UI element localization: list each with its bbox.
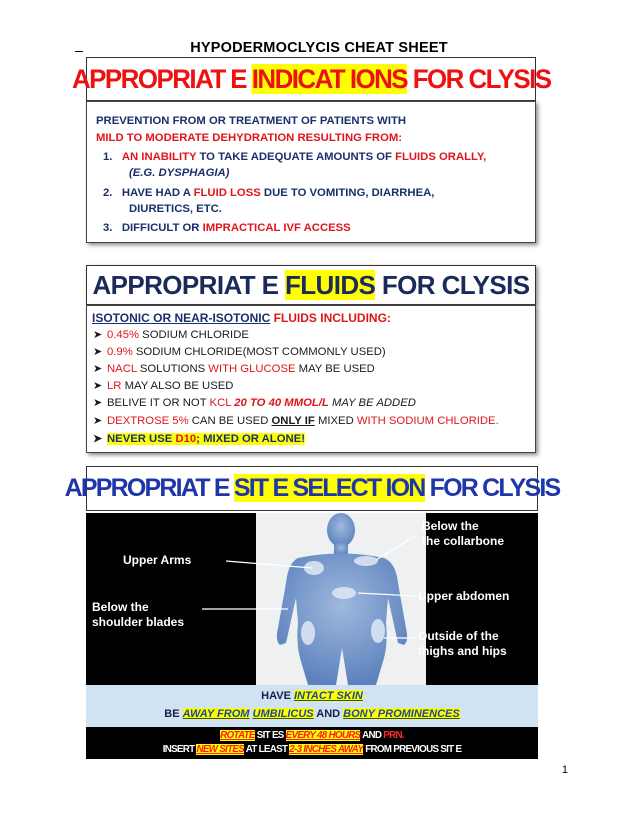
- indications-line-1: PREVENTION FROM OR TREATMENT OF PATIENTS WITH: [96, 115, 407, 127]
- fluid-item-6: ➤ DEXTROSE 5% CAN BE USED ONLY IF MIXED WITH SODIUM CHLORIDE.: [93, 413, 499, 430]
- site-selection-header-text: APPROPRIAT E SIT E SELECT ION FOR CLYSIS: [64, 474, 560, 502]
- indication-item-2-sub: DIURETICS, ETC.: [129, 203, 222, 215]
- arrow-bullet-icon: ➤: [93, 415, 103, 427]
- fluids-header-text: APPROPRIAT E FLUIDS FOR CLYSIS: [92, 269, 530, 300]
- label-thighs-1: Outside of the: [418, 629, 499, 643]
- band-line-2: BE AWAY FROM UMBILICUS AND BONY PROMINENCES: [164, 708, 460, 720]
- fluid-item-2: ➤ 0.9% SODIUM CHLORIDE(MOST COMMONLY USED): [93, 344, 386, 361]
- fluids-card: [86, 305, 536, 453]
- fluid-item-5: ➤ BELIVE IT OR NOT KCL 20 TO 40 MMOL/L MAY BE ADDED: [93, 395, 416, 412]
- footer-line-1: ROTATE SIT ES EVERY 48 HOURS AND PRN.: [220, 730, 404, 741]
- band-line-1: HAVE INTACT SKIN: [261, 690, 363, 702]
- skin-guidance-band: [86, 685, 538, 727]
- site-selection-header: [64, 466, 560, 511]
- indication-item-1: 1. AN INABILITY TO TAKE ADEQUATE AMOUNTS OF FLUIDS ORALLY,: [103, 151, 487, 163]
- arrow-bullet-icon: ➤: [93, 329, 103, 341]
- fluids-intro: ISOTONIC OR NEAR-ISOTONIC FLUIDS INCLUDING:: [92, 311, 391, 325]
- arrow-bullet-icon: ➤: [93, 433, 103, 445]
- label-upper-abdomen: Upper abdomen: [418, 589, 510, 603]
- label-collarbone-1: Below the: [422, 519, 479, 533]
- header-highlight: SIT E SELECT ION: [233, 474, 425, 502]
- indications-card: [86, 101, 536, 243]
- page-number: 1: [561, 764, 568, 776]
- fluid-item-7: ➤ NEVER USE D10; MIXED OR ALONE!: [93, 431, 305, 448]
- label-shoulder-blades-2: shoulder blades: [92, 615, 185, 629]
- label-collarbone-2: the collarbone: [422, 534, 505, 548]
- arrow-bullet-icon: ➤: [93, 380, 103, 392]
- header-highlight: FLUIDS: [284, 269, 376, 300]
- arrow-bullet-icon: ➤: [93, 363, 103, 375]
- rotation-footer: [86, 727, 538, 759]
- body-site-diagram: [86, 513, 538, 685]
- label-shoulder-blades-1: Below the: [92, 600, 149, 614]
- fluid-item-3: ➤ NACL SOLUTIONS WITH GLUCOSE MAY BE USED: [93, 361, 375, 378]
- arrow-bullet-icon: ➤: [93, 346, 103, 358]
- indication-item-2: 2. HAVE HAD A FLUID LOSS DUE TO VOMITING, DIARRHEA,: [103, 187, 435, 199]
- document-title: HYPODERMOCLYCIS CHEAT SHEET: [190, 40, 448, 56]
- indication-item-1-sub: (E.G. DYSPHAGIA): [129, 167, 230, 179]
- arrow-bullet-icon: ➤: [93, 397, 103, 409]
- label-thighs-2: thighs and hips: [418, 644, 507, 658]
- fluids-header: [86, 265, 536, 305]
- indications-line-2: MILD TO MODERATE DEHYDRATION RESULTING FROM:: [96, 132, 403, 144]
- label-upper-arms: Upper Arms: [123, 553, 192, 567]
- indications-header-text: APPROPRIAT E INDICAT IONS FOR CLYSIS: [71, 63, 551, 94]
- fluid-item-1: ➤ 0.45% SODIUM CHLORIDE: [93, 327, 249, 344]
- fluid-item-4: ➤ LR MAY ALSO BE USED: [93, 378, 233, 395]
- indications-header: [71, 57, 551, 101]
- header-highlight: INDICAT IONS: [251, 63, 407, 94]
- footer-line-2: INSERT NEW SITES AT LEAST 2-3 INCHES AWAY FROM PREVIOUS SIT E: [162, 744, 462, 755]
- indication-item-3: 3. DIFFICULT OR IMPRACTICAL IVF ACCESS: [103, 222, 351, 234]
